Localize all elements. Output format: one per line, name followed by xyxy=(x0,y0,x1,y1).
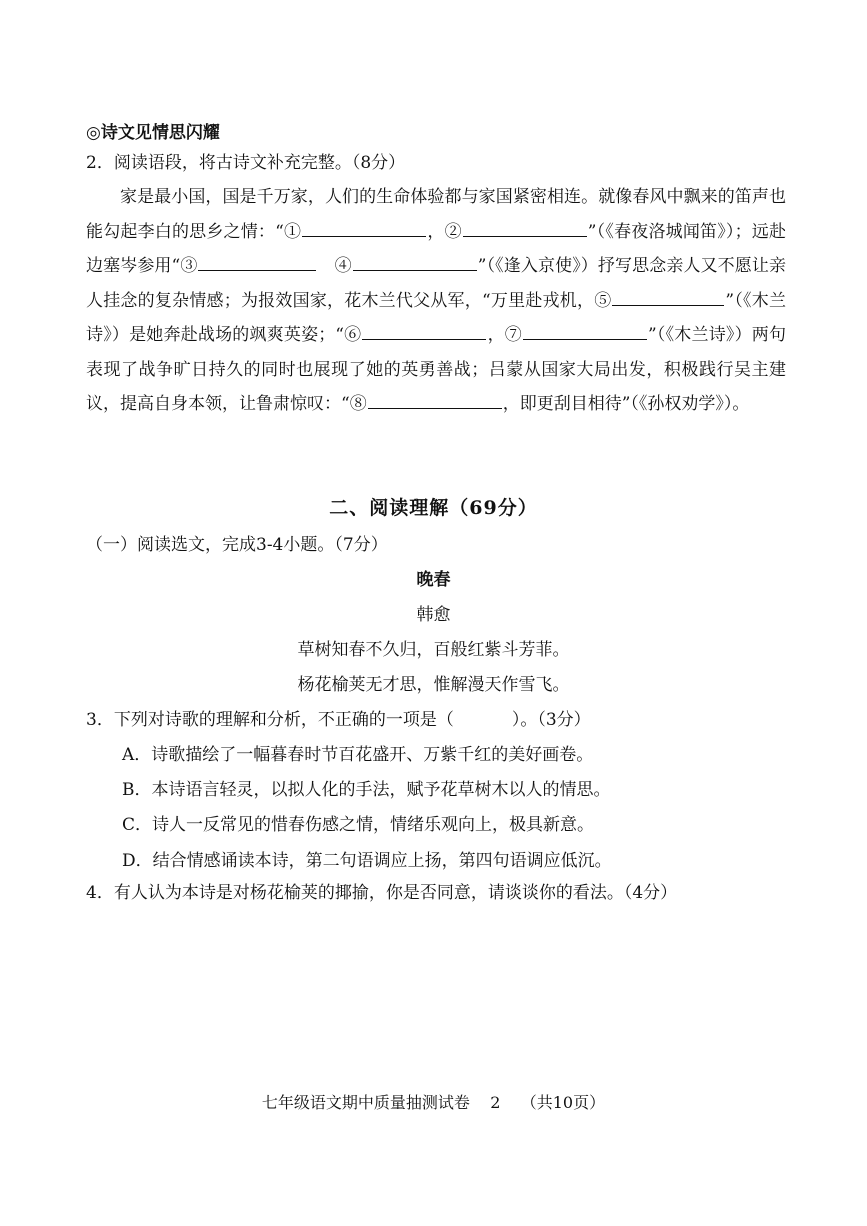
passage-text: ”（《木兰诗》）两句表现了战争旷日持久的同时也展现了她的英勇善战；吕蒙从国家大局出发，积极践行吴主建议，提高自身本领，让鲁肃惊叹：“⑧ xyxy=(86,325,786,414)
part-two-title: 二、阅读理解（69分） xyxy=(329,497,538,519)
poem-author: 韩愈 xyxy=(416,605,451,625)
poem-line-1: 草树知春不久归，百般红紫斗芳菲。 xyxy=(297,640,570,660)
page-footer: 七年级语文期中质量抽测试卷 2 （共10页） xyxy=(261,1093,606,1112)
option-d[interactable]: D．结合情感诵读本诗，第二句语调应上扬，第四句语调应低沉。 xyxy=(122,851,612,871)
passage-text: ，② xyxy=(427,221,462,242)
poem-line-2: 杨花榆荚无才思，惟解漫天作雪飞。 xyxy=(297,675,570,695)
answer-blank-1[interactable] xyxy=(302,235,426,237)
answer-blank-8[interactable] xyxy=(368,407,502,409)
passage-text: ”（《逢入京使》）抒写思念亲人又不愿让亲人挂念的复杂情感；为报效国家，花木兰代父从军，“万里赴戎机，⑤ xyxy=(86,256,786,311)
passage-text: ，即更刮目相待”（《孙权劝学》）。 xyxy=(502,394,750,414)
question-3-stem-a: 3．下列对诗歌的理解和分析，不正确的一项是（ xyxy=(86,710,454,730)
passage-text: ④ xyxy=(334,256,352,276)
answer-blank-6[interactable] xyxy=(362,338,486,340)
question-3-stem xyxy=(86,705,591,730)
section-heading: ◎诗文见情思闪耀 xyxy=(86,123,220,143)
answer-blank-5[interactable] xyxy=(612,304,724,306)
answer-blank-7[interactable] xyxy=(523,338,647,340)
passage-text: ，⑦ xyxy=(487,325,522,345)
passage-text: ”（《春夜洛城闻笛》）；远赴边塞岑参用“③ xyxy=(86,221,786,276)
passage-text: 家是最小国，国是千万家，人们的生命体验都与家国紧密相连。就像春风中飘来的笛声也能勾起李白的思乡之情：“① xyxy=(86,187,786,242)
option-b[interactable]: B．本诗语言轻灵，以拟人化的手法，赋予花草树木以人的情思。 xyxy=(122,780,611,800)
answer-blank-2[interactable] xyxy=(463,235,587,237)
question-4: 4．有人认为本诗是对杨花榆荚的揶揄，你是否同意，请谈谈你的看法。（4分） xyxy=(86,883,678,903)
question-2-title: 2．阅读语段，将古诗文补充完整。（8分） xyxy=(86,153,406,173)
reading-sub-title: （一）阅读选文，完成3-4小题。（7分） xyxy=(86,535,388,555)
answer-blank-4[interactable] xyxy=(353,269,477,271)
option-a[interactable]: A．诗歌描绘了一幅暮春时节百花盛开、万紫千红的美好画卷。 xyxy=(122,745,594,765)
question-3-stem-b: ）。（3分） xyxy=(511,710,591,730)
question-2-passage xyxy=(86,180,786,422)
passage-text: ”（《木兰诗》）是她奔赴战场的飒爽英姿；“⑥ xyxy=(86,290,786,345)
option-c[interactable]: C．诗人一反常见的惜春伤感之情，情绪乐观向上，极具新意。 xyxy=(122,815,595,835)
answer-blank-3[interactable] xyxy=(198,269,316,271)
poem-title: 晚春 xyxy=(416,570,451,590)
